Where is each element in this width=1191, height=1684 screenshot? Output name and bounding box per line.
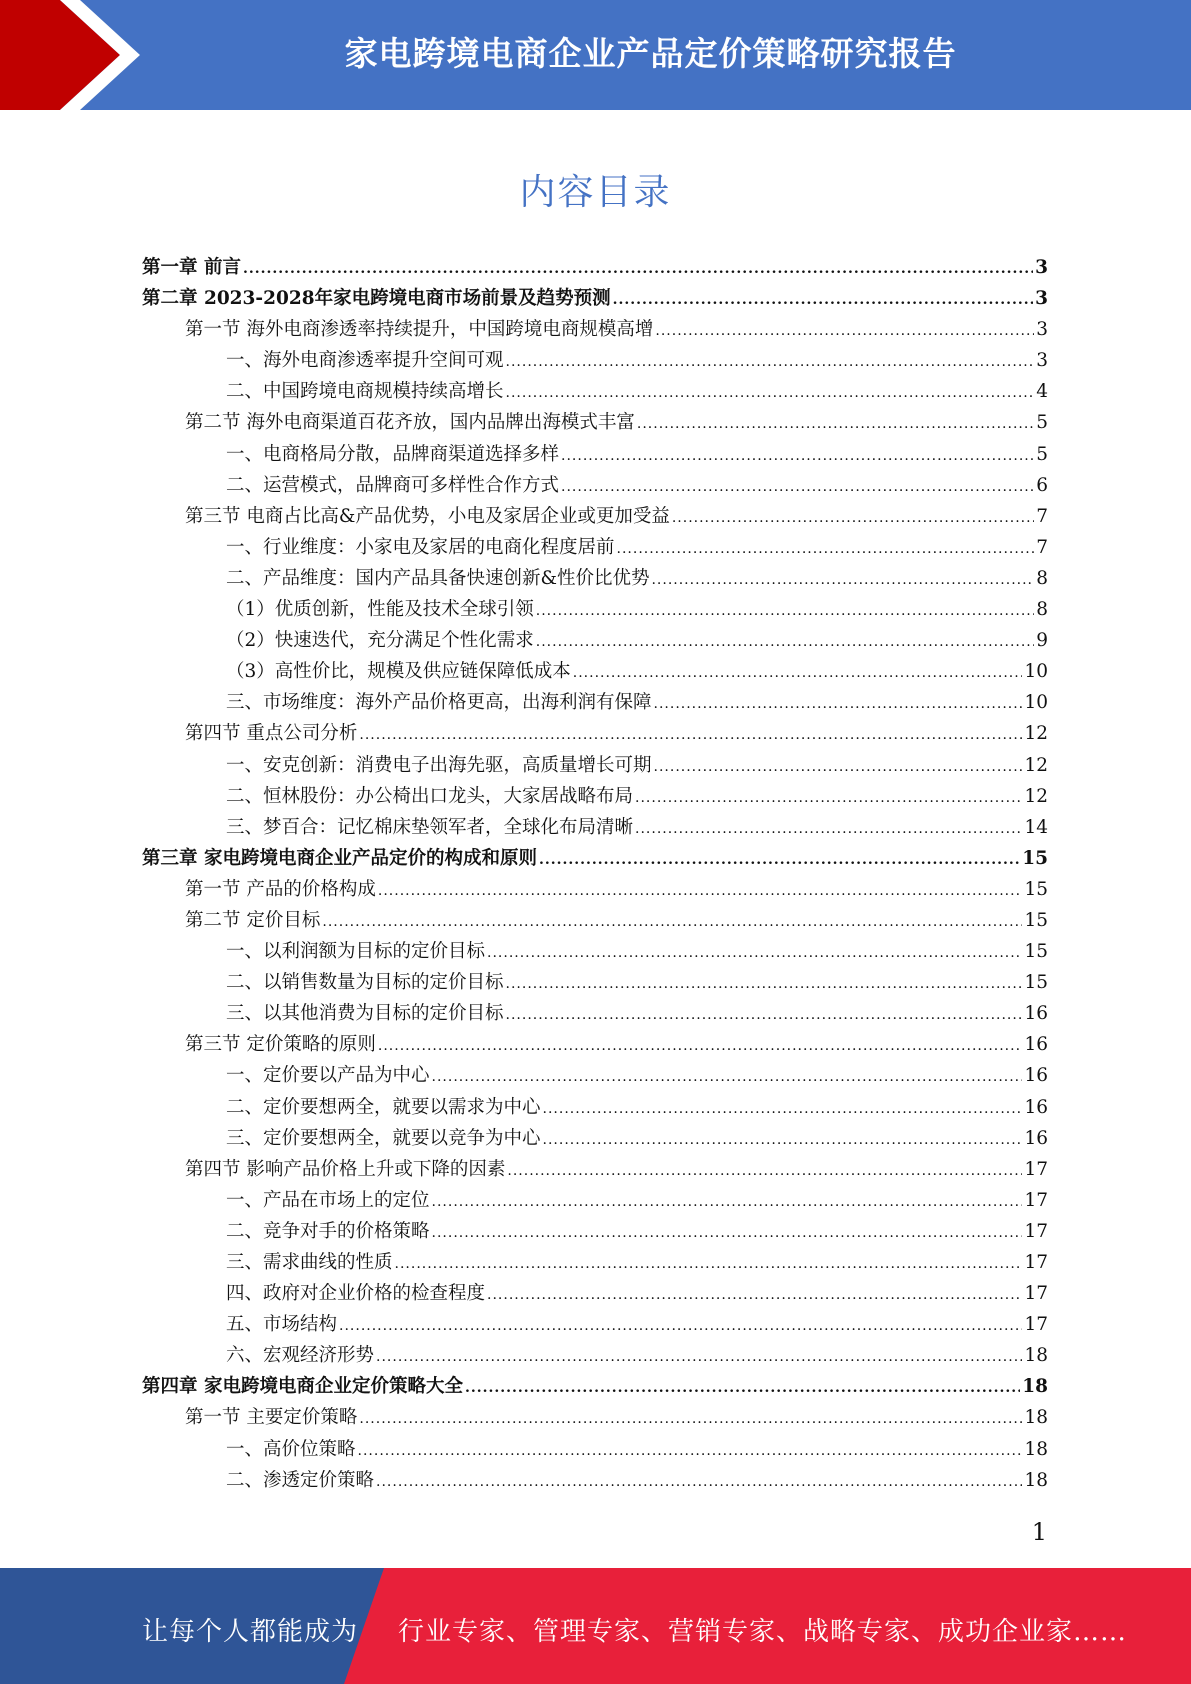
toc-entry-page: 12 — [1024, 785, 1048, 807]
toc-entry-title: 第四节 影响产品价格上升或下降的因素 — [185, 1158, 506, 1180]
toc-entry[interactable] — [142, 874, 1048, 905]
toc-entry-title: 第三节 定价策略的原则 — [185, 1034, 376, 1056]
toc-entry[interactable] — [142, 439, 1048, 470]
toc-entry-title: 二、运营模式，品牌商可多样性合作方式 — [226, 474, 560, 496]
toc-entry-title: 二、定价要想两全，就要以需求为中心 — [226, 1096, 541, 1118]
toc-entry-title: 第四章 家电跨境电商企业定价策略大全 — [142, 1376, 463, 1398]
toc-entry-title: 二、以销售数量为目标的定价目标 — [226, 972, 504, 994]
toc-entry-page: 17 — [1024, 1314, 1048, 1336]
toc-entry-page: 15 — [1024, 909, 1048, 931]
toc-entry-page: 18 — [1024, 1438, 1048, 1460]
toc-dot-leader — [654, 752, 1023, 783]
toc-entry-title: 三、市场维度：海外产品价格更高，出海利润有保障 — [226, 692, 652, 714]
toc-entry[interactable] — [142, 750, 1048, 781]
toc-entry-page: 7 — [1036, 536, 1048, 558]
toc-dot-leader — [506, 378, 1035, 409]
toc-entry-page: 17 — [1024, 1220, 1048, 1242]
toc-entry-page: 3 — [1035, 257, 1048, 278]
toc-entry[interactable] — [142, 781, 1048, 812]
footer-slogan-left: 让每个人都能成为 — [142, 1617, 359, 1647]
toc-dot-leader — [561, 441, 1034, 472]
toc-entry[interactable] — [142, 998, 1048, 1029]
toc-entry[interactable] — [142, 656, 1048, 687]
page-number: 1 — [1031, 1518, 1047, 1546]
toc-entry-page: 7 — [1036, 505, 1048, 527]
toc-entry-page: 16 — [1024, 1034, 1048, 1056]
toc-entry[interactable] — [142, 1309, 1048, 1340]
toc-entry-page: 16 — [1024, 1003, 1048, 1025]
toc-dot-leader — [243, 254, 1033, 285]
toc-entry[interactable] — [142, 563, 1048, 594]
toc-entry-title: 一、高价位策略 — [226, 1438, 356, 1460]
toc-entry[interactable] — [142, 345, 1048, 376]
toc-entry-title: 一、行业维度：小家电及家居的电商化程度居前 — [226, 536, 615, 558]
toc-entry-title: 二、渗透定价策略 — [226, 1469, 375, 1491]
toc-entry[interactable] — [142, 1060, 1048, 1091]
toc-entry-title: （3）高性价比，规模及供应链保障低成本 — [226, 661, 571, 683]
toc-entry-page: 15 — [1024, 941, 1048, 963]
toc-dot-leader — [376, 1342, 1022, 1373]
toc-entry-page: 15 — [1022, 847, 1048, 869]
toc-dot-leader — [506, 1000, 1023, 1031]
toc-entry-title: 第二章 2023-2028年家电跨境电商市场前景及趋势预测 — [142, 288, 611, 310]
toc-entry-page: 16 — [1024, 1127, 1048, 1149]
toc-entry-page: 4 — [1036, 381, 1048, 403]
toc-entry-page: 3 — [1036, 350, 1048, 372]
footer-slogan-right: 行业专家、管理专家、营销专家、战略专家、成功企业家…… — [398, 1617, 1128, 1647]
toc-entry-page: 10 — [1024, 692, 1048, 714]
toc-dot-leader — [539, 845, 1020, 876]
toc-entry[interactable] — [142, 936, 1048, 967]
toc-entry-title: 六、宏观经济形势 — [226, 1345, 375, 1367]
toc-dot-leader — [651, 565, 1034, 596]
toc-entry-title: 二、恒林股份：办公椅出口龙头，大家居战略布局 — [226, 785, 634, 807]
toc-entry-title: 三、定价要想两全，就要以竞争为中心 — [226, 1127, 541, 1149]
toc-entry-title: 一、电商格局分散，品牌商渠道选择多样 — [226, 443, 560, 465]
toc-dot-leader — [672, 503, 1034, 534]
toc-entry-page: 12 — [1024, 754, 1048, 776]
toc-dot-leader — [635, 783, 1022, 814]
toc-entry[interactable] — [142, 1216, 1048, 1247]
toc-entry-title: 二、竞争对手的价格策略 — [226, 1220, 430, 1242]
toc-entry-page: 18 — [1024, 1407, 1048, 1429]
toc-dot-leader — [543, 1125, 1023, 1156]
toc-entry[interactable] — [142, 594, 1048, 625]
toc-entry[interactable] — [142, 843, 1048, 874]
header-arrow-decoration — [0, 0, 160, 110]
toc-entry-title: 第一节 主要定价策略 — [185, 1407, 358, 1429]
toc-dot-leader — [487, 1280, 1022, 1311]
toc-entry[interactable] — [142, 1278, 1048, 1309]
toc-entry-page: 3 — [1036, 319, 1048, 341]
toc-entry[interactable] — [142, 1247, 1048, 1278]
toc-entry-page: 15 — [1024, 972, 1048, 994]
toc-entry-page: 17 — [1024, 1158, 1048, 1180]
toc-dot-leader — [376, 1467, 1022, 1498]
toc-dot-leader — [506, 347, 1035, 378]
toc-entry-page: 8 — [1036, 599, 1048, 621]
toc-dot-leader — [536, 596, 1034, 627]
toc-entry-page: 8 — [1036, 567, 1048, 589]
toc-entry[interactable] — [142, 905, 1048, 936]
toc-entry-title: （2）快速迭代，充分满足个性化需求 — [226, 630, 534, 652]
toc-dot-leader — [617, 534, 1035, 565]
toc-entry-title: 一、安克创新：消费电子出海先驱，高质量增长可期 — [226, 754, 652, 776]
toc-entry[interactable] — [142, 314, 1048, 345]
toc-dot-leader — [655, 316, 1034, 347]
toc-dot-leader — [322, 907, 1022, 938]
toc-entry-title: 第一节 产品的价格构成 — [185, 878, 376, 900]
toc-entry[interactable] — [142, 252, 1048, 283]
toc-entry[interactable] — [142, 1123, 1048, 1154]
toc-dot-leader — [506, 969, 1023, 1000]
toc-dot-leader — [432, 1187, 1023, 1218]
toc-entry[interactable] — [142, 1154, 1048, 1185]
toc-entry[interactable] — [142, 532, 1048, 563]
toc-dot-leader — [635, 814, 1022, 845]
toc-entry-title: 第一章 前言 — [142, 257, 241, 278]
toc-entry[interactable] — [142, 1465, 1048, 1496]
toc-entry-page: 16 — [1024, 1065, 1048, 1087]
toc-entry-page: 16 — [1024, 1096, 1048, 1118]
toc-entry-title: 一、海外电商渗透率提升空间可观 — [226, 350, 504, 372]
toc-entry-page: 18 — [1024, 1345, 1048, 1367]
toc-entry-page: 17 — [1024, 1252, 1048, 1273]
toc-entry-title: 二、中国跨境电商规模持续高增长 — [226, 381, 504, 403]
toc-dot-leader — [432, 1062, 1023, 1093]
toc-dot-leader — [536, 627, 1034, 658]
toc-entry-title: 二、产品维度：国内产品具备快速创新&性价比优势 — [226, 567, 650, 589]
report-title: 家电跨境电商企业产品定价策略研究报告 — [344, 34, 957, 73]
table-of-contents — [142, 252, 1048, 1496]
page-footer — [0, 1568, 1191, 1684]
toc-entry-page: 12 — [1024, 723, 1048, 745]
toc-entry-title: 三、以其他消费为目标的定价目标 — [226, 1003, 504, 1025]
toc-entry-page: 18 — [1024, 1469, 1048, 1491]
toc-dot-leader — [378, 1031, 1023, 1062]
toc-dot-leader — [359, 1404, 1022, 1435]
toc-dot-leader — [487, 938, 1022, 969]
toc-entry-title: 第四节 重点公司分析 — [185, 723, 358, 745]
toc-heading: 内容目录 — [519, 172, 672, 213]
toc-entry-title: 一、定价要以产品为中心 — [226, 1065, 430, 1087]
toc-entry[interactable] — [142, 1340, 1048, 1371]
toc-dot-leader — [358, 1436, 1023, 1467]
toc-entry-title: 三、需求曲线的性质 — [226, 1252, 393, 1273]
toc-dot-leader — [465, 1373, 1020, 1404]
toc-entry[interactable] — [142, 407, 1048, 438]
toc-entry-page: 17 — [1024, 1189, 1048, 1211]
toc-entry[interactable] — [142, 1185, 1048, 1216]
toc-entry-title: 一、产品在市场上的定位 — [226, 1189, 430, 1211]
toc-entry-title: 第三章 家电跨境电商企业产品定价的构成和原则 — [142, 847, 537, 869]
toc-dot-leader — [654, 689, 1023, 720]
toc-entry[interactable] — [142, 812, 1048, 843]
toc-entry-title: 五、市场结构 — [226, 1314, 338, 1336]
toc-entry-page: 9 — [1036, 630, 1048, 652]
toc-entry-page: 6 — [1036, 474, 1048, 496]
toc-entry-page: 14 — [1024, 816, 1048, 838]
toc-dot-leader — [561, 472, 1034, 503]
toc-entry-title: 第二节 定价目标 — [185, 909, 321, 931]
toc-entry[interactable] — [142, 501, 1048, 532]
toc-entry[interactable] — [142, 1029, 1048, 1060]
toc-dot-leader — [432, 1218, 1023, 1249]
toc-entry-page: 18 — [1022, 1376, 1048, 1398]
toc-dot-leader — [573, 658, 1023, 689]
toc-entry-title: （1）优质创新，性能及技术全球引领 — [226, 599, 534, 621]
toc-entry-page: 10 — [1024, 661, 1048, 683]
toc-entry[interactable] — [142, 687, 1048, 718]
page-header — [0, 0, 1191, 110]
toc-dot-leader — [543, 1094, 1023, 1125]
toc-entry[interactable] — [142, 1434, 1048, 1465]
toc-entry[interactable] — [142, 1092, 1048, 1123]
toc-entry-title: 三、梦百合：记忆棉床垫领军者，全球化布局清晰 — [226, 816, 634, 838]
toc-dot-leader — [613, 285, 1034, 316]
toc-entry-title: 第二节 海外电商渠道百花齐放，国内品牌出海模式丰富 — [185, 412, 635, 434]
toc-entry[interactable] — [142, 718, 1048, 749]
toc-dot-leader — [637, 409, 1034, 440]
toc-entry[interactable] — [142, 470, 1048, 501]
toc-dot-leader — [339, 1311, 1022, 1342]
toc-entry[interactable] — [142, 967, 1048, 998]
toc-dot-leader — [507, 1156, 1022, 1187]
toc-entry-title: 四、政府对企业价格的检查程度 — [226, 1283, 486, 1305]
toc-entry[interactable] — [142, 283, 1048, 314]
toc-entry[interactable] — [142, 376, 1048, 407]
toc-entry[interactable] — [142, 1402, 1048, 1433]
toc-entry-title: 第三节 电商占比高&产品优势，小电及家居企业或更加受益 — [185, 505, 670, 527]
toc-entry-page: 5 — [1036, 443, 1048, 465]
toc-entry-page: 5 — [1036, 412, 1048, 434]
toc-entry-page: 15 — [1024, 878, 1048, 900]
toc-entry-page: 3 — [1035, 288, 1048, 310]
toc-entry-page: 17 — [1024, 1283, 1048, 1305]
toc-entry[interactable] — [142, 1371, 1048, 1402]
toc-entry-title: 一、以利润额为目标的定价目标 — [226, 941, 486, 963]
toc-dot-leader — [395, 1249, 1023, 1280]
toc-entry-title: 第一节 海外电商渗透率持续提升，中国跨境电商规模高增 — [185, 319, 654, 341]
toc-dot-leader — [378, 876, 1023, 907]
toc-entry[interactable] — [142, 625, 1048, 656]
toc-dot-leader — [359, 720, 1022, 751]
